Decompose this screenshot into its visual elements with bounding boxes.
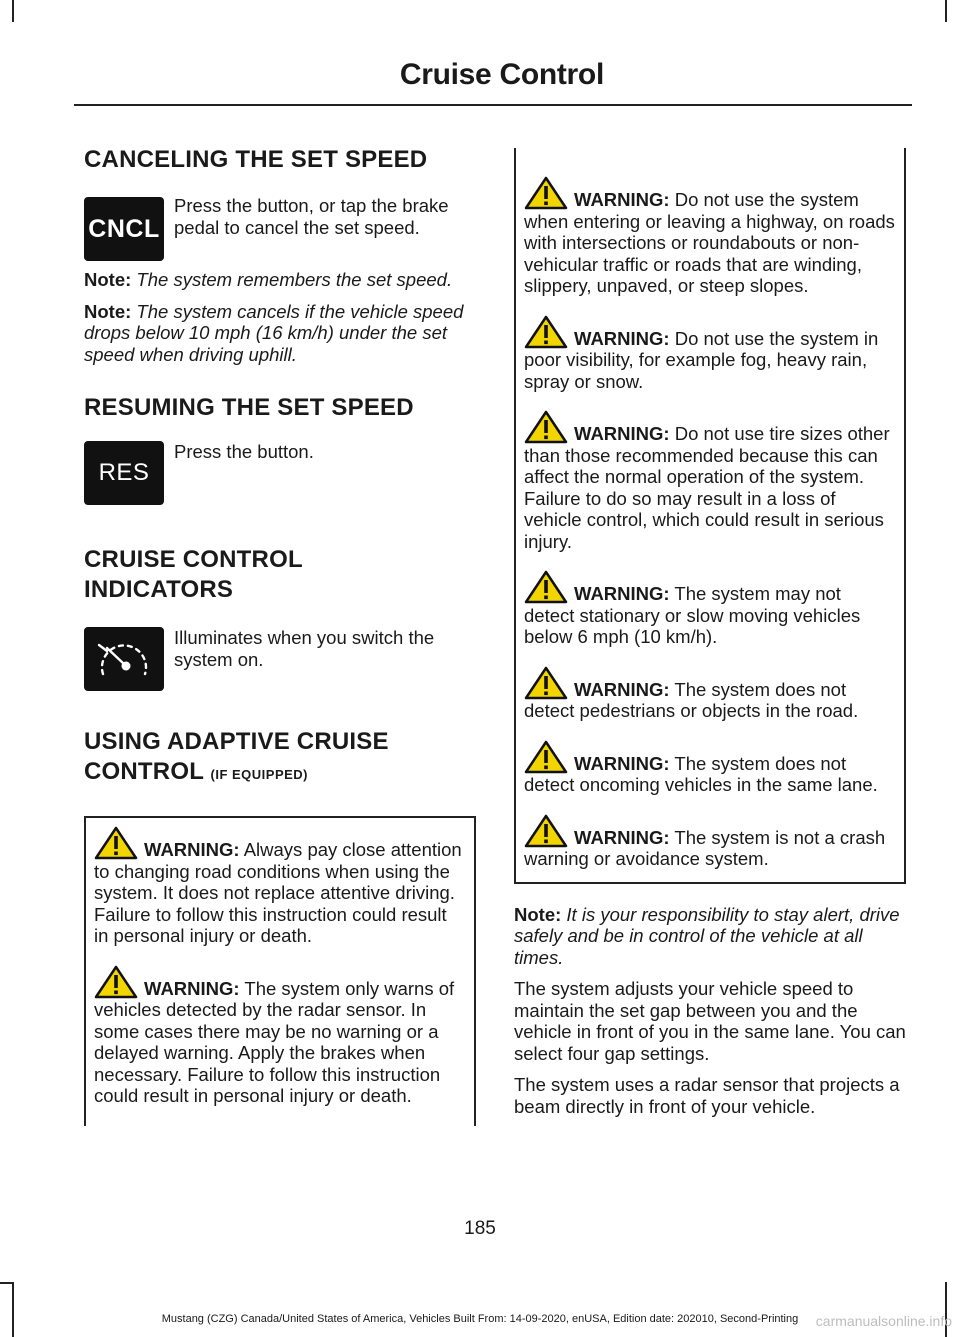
warning-triangle-icon [524, 570, 568, 604]
page-number: 185 [464, 1218, 496, 1239]
warning-box-left [84, 816, 476, 1126]
warning-triangle-icon [94, 826, 138, 860]
warning-box-right [514, 148, 906, 884]
res-label: RES [98, 459, 150, 486]
paragraph-radar-sensor: The system uses a radar sensor that projects a beam directly in front of your vehicle. [514, 1074, 900, 1117]
warning-item: WARNING: Always pay close attention to changing road conditions when using the system. It does not replace attentive driving. Failure to follow this instruction could result in personal injury or death. [94, 826, 466, 947]
warning-item: WARNING: The system does not detect pedestrians or objects in the road. [524, 666, 896, 722]
indicators-text: Illuminates when you switch the system on. [174, 627, 435, 670]
warning-triangle-icon [94, 965, 138, 999]
warning-item: WARNING: Do not use the system in poor visibility, for example fog, heavy rain, spray or snow. [524, 315, 896, 393]
warning-triangle-icon [524, 814, 568, 848]
page-title: Cruise Control [399, 58, 604, 91]
paragraph-adjusts-speed: The system adjusts your vehicle speed to maintain the set gap between you and the vehicle in front of you in the same lane. You can select four gap settings. [514, 978, 906, 1064]
warning-triangle-icon [524, 740, 568, 774]
warning-triangle-icon [524, 410, 568, 444]
note-remembers: Note: The system remembers the set speed. [84, 269, 453, 290]
crop-mark-top-left-v [12, 0, 14, 22]
warning-item: WARNING: The system only warns of vehicles detected by the radar sensor. In some cases there may be no warning or a delayed warning. Apply the brakes when necessary. Failure to follow this instruction could result in personal injury or death. [94, 965, 466, 1107]
crop-mark-bottom-left-v [12, 1282, 14, 1337]
crop-mark-bottom-left-h [0, 1282, 14, 1284]
warning-item: WARNING: Do not use tire sizes other than those recommended because this can affect the normal operation of the system. Failure to do so may result in a loss of vehicle control, which could result in serious injury. [524, 410, 896, 552]
cruise-speedometer-icon [84, 627, 164, 691]
warning-item: WARNING: The system does not detect oncoming vehicles in the same lane. [524, 740, 896, 796]
resuming-heading: RESUMING THE SET SPEED [84, 394, 414, 421]
warning-item: WARNING: Do not use the system when entering or leaving a highway, on roads with intersections or roundabouts or non-vehicular traffic or roads that are winding, slippery, unpaved, or steep slopes. [524, 176, 896, 297]
left-column [84, 145, 476, 1126]
warning-triangle-icon [524, 315, 568, 349]
canceling-heading: CANCELING THE SET SPEED [84, 146, 428, 173]
cncl-label: CNCL [88, 214, 160, 243]
if-equipped-label: (IF EQUIPPED) [210, 767, 309, 782]
header-rule [74, 104, 912, 106]
canceling-row [84, 195, 476, 265]
res-button-icon [84, 441, 164, 505]
note-cancels: Note: The system cancels if the vehicle speed drops below 10 mph (16 km/h) under the set speed when driving uphill. [84, 300, 464, 365]
warning-triangle-icon [524, 666, 568, 700]
resuming-row [84, 441, 476, 511]
adaptive-heading: USING ADAPTIVE CRUISE CONTROL (IF EQUIPPED) [84, 728, 389, 785]
indicators-row [84, 627, 476, 697]
warning-triangle-icon [524, 176, 568, 210]
warning-item: WARNING: The system may not detect stationary or slow moving vehicles below 6 mph (10 km/h). [524, 570, 896, 648]
note-responsibility: Note: It is your responsibility to stay alert, drive safely and be in control of the vehicle at all times. [514, 903, 900, 968]
resuming-text: Press the button. [174, 441, 314, 462]
watermark: carmanualsonline.info [815, 1313, 952, 1329]
warning-item: WARNING: The system is not a crash warning or avoidance system. [524, 814, 896, 870]
crop-mark-top-right-v [945, 0, 947, 22]
canceling-text: Press the button, or tap the brake pedal to cancel the set speed. [174, 195, 449, 238]
cncl-button-icon [84, 197, 164, 261]
indicators-heading: CRUISE CONTROL INDICATORS [84, 546, 303, 603]
right-column [514, 148, 906, 1117]
footer-text: Mustang (CZG) Canada/United States of America, Vehicles Built From: 14-09-2020, enUSA, Edition date: 202010, Second-Printing [161, 1313, 799, 1325]
